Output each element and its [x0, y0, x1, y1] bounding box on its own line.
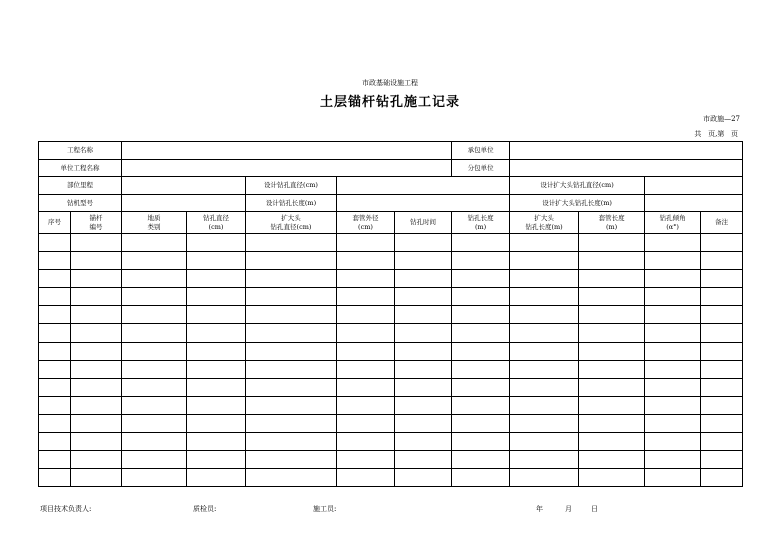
- table-cell[interactable]: [246, 414, 337, 432]
- table-cell[interactable]: [122, 414, 187, 432]
- table-cell[interactable]: [645, 234, 701, 252]
- column-header-row: [39, 212, 743, 234]
- table-row: [39, 270, 743, 288]
- table-cell[interactable]: [187, 324, 246, 342]
- column-header: [122, 212, 187, 234]
- table-cell[interactable]: [510, 324, 579, 342]
- table-cell[interactable]: [452, 360, 510, 378]
- table-cell[interactable]: [579, 342, 645, 360]
- table-cell[interactable]: [645, 306, 701, 324]
- table-cell[interactable]: [395, 451, 452, 469]
- column-header: [579, 212, 645, 234]
- table-row: [39, 252, 743, 270]
- table-row: [39, 234, 743, 252]
- page-title: 土层锚杆钻孔施工记录: [319, 95, 460, 110]
- table-cell[interactable]: [246, 360, 337, 378]
- table-cell[interactable]: [71, 342, 122, 360]
- table-cell[interactable]: [579, 360, 645, 378]
- table-cell[interactable]: [246, 234, 337, 252]
- date-month-label: 月: [565, 505, 572, 513]
- table-cell[interactable]: [645, 396, 701, 414]
- table-cell[interactable]: [645, 324, 701, 342]
- worker-signature-label: 施工员:: [313, 505, 337, 513]
- table-cell[interactable]: [39, 342, 71, 360]
- column-header: [337, 212, 395, 234]
- table-row: [39, 414, 743, 432]
- table-cell[interactable]: [246, 451, 337, 469]
- table-cell[interactable]: [187, 342, 246, 360]
- table-cell[interactable]: [395, 469, 452, 487]
- table-cell[interactable]: [337, 360, 395, 378]
- table-cell[interactable]: [579, 234, 645, 252]
- table-cell[interactable]: [337, 451, 395, 469]
- column-header-text: 备注: [715, 218, 729, 227]
- column-header-text: 钻孔长度(m): [525, 222, 563, 231]
- table-cell[interactable]: [187, 360, 246, 378]
- column-header: [395, 212, 452, 234]
- table-cell[interactable]: [510, 270, 579, 288]
- column-header: [71, 212, 122, 234]
- table-cell[interactable]: [645, 288, 701, 306]
- table-cell[interactable]: [701, 270, 743, 288]
- table-cell[interactable]: [122, 360, 187, 378]
- subcontractor-value[interactable]: [510, 159, 743, 177]
- date-year-label: 年: [536, 505, 543, 513]
- table-row: [39, 306, 743, 324]
- table-cell[interactable]: [71, 451, 122, 469]
- table-cell[interactable]: [246, 252, 337, 270]
- table-cell[interactable]: [246, 270, 337, 288]
- table-cell[interactable]: [246, 396, 337, 414]
- column-header: [701, 212, 743, 234]
- design-expand-length-label: 设计扩大头钻孔长度(m): [510, 194, 645, 212]
- table-cell[interactable]: [122, 270, 187, 288]
- table-row: [39, 342, 743, 360]
- table-cell[interactable]: [246, 324, 337, 342]
- table-row: [39, 469, 743, 487]
- table-row: [39, 451, 743, 469]
- table-cell[interactable]: [579, 433, 645, 451]
- table-row: [39, 360, 743, 378]
- table-cell[interactable]: [39, 360, 71, 378]
- table-cell[interactable]: [395, 378, 452, 396]
- unit-project-label: 单位工程名称: [39, 159, 122, 177]
- rig-model-label: 钻机型号: [39, 194, 122, 212]
- table-cell[interactable]: [122, 342, 187, 360]
- design-length-label: 设计钻孔长度(m): [246, 194, 337, 212]
- table-cell[interactable]: [71, 234, 122, 252]
- column-header-text: 钻孔直径: [203, 214, 229, 223]
- table-cell[interactable]: [122, 234, 187, 252]
- table-cell[interactable]: [337, 396, 395, 414]
- table-cell[interactable]: [395, 396, 452, 414]
- info-row-location: [39, 177, 743, 195]
- table-cell[interactable]: [579, 414, 645, 432]
- table-cell[interactable]: [71, 324, 122, 342]
- design-expand-diameter-label: 设计扩大头钻孔直径(cm): [510, 177, 645, 195]
- table-row: [39, 396, 743, 414]
- design-expand-diameter-value[interactable]: [645, 177, 743, 195]
- table-cell[interactable]: [246, 306, 337, 324]
- info-row-unit: [39, 159, 743, 177]
- table-cell[interactable]: [452, 234, 510, 252]
- table-cell[interactable]: [510, 414, 579, 432]
- table-cell[interactable]: [452, 324, 510, 342]
- table-cell[interactable]: [701, 324, 743, 342]
- table-cell[interactable]: [337, 469, 395, 487]
- table-cell[interactable]: [337, 378, 395, 396]
- column-header: [645, 212, 701, 234]
- table-cell[interactable]: [187, 414, 246, 432]
- page-count: 共 页,第 页: [694, 130, 738, 138]
- table-cell[interactable]: [246, 342, 337, 360]
- table-cell[interactable]: [579, 396, 645, 414]
- table-cell[interactable]: [337, 234, 395, 252]
- table-cell[interactable]: [337, 252, 395, 270]
- table-cell[interactable]: [71, 288, 122, 306]
- table-cell[interactable]: [39, 252, 71, 270]
- table-cell[interactable]: [701, 396, 743, 414]
- table-cell[interactable]: [337, 270, 395, 288]
- info-row-project: [39, 142, 743, 160]
- table-cell[interactable]: [701, 451, 743, 469]
- table-cell[interactable]: [71, 378, 122, 396]
- table-cell[interactable]: [337, 306, 395, 324]
- column-header-text: 类别: [147, 222, 161, 231]
- table-cell[interactable]: [122, 378, 187, 396]
- table-cell[interactable]: [39, 324, 71, 342]
- table-cell[interactable]: [510, 396, 579, 414]
- table-row: [39, 324, 743, 342]
- table-row: [39, 378, 743, 396]
- table-cell[interactable]: [452, 306, 510, 324]
- table-cell[interactable]: [510, 342, 579, 360]
- design-diameter-label: 设计钻孔直径(cm): [246, 177, 337, 195]
- table-cell[interactable]: [39, 469, 71, 487]
- table-cell[interactable]: [122, 288, 187, 306]
- table-cell[interactable]: [395, 433, 452, 451]
- column-header-text: 扩大头: [281, 214, 301, 223]
- location-value[interactable]: [122, 177, 246, 195]
- table-cell[interactable]: [579, 252, 645, 270]
- column-header-text: 地质: [147, 214, 161, 223]
- project-name-value[interactable]: [122, 142, 452, 160]
- table-cell[interactable]: [395, 360, 452, 378]
- table-cell[interactable]: [701, 342, 743, 360]
- table-cell[interactable]: [510, 469, 579, 487]
- table-cell[interactable]: [39, 451, 71, 469]
- table-cell[interactable]: [395, 324, 452, 342]
- table-row: [39, 433, 743, 451]
- table-cell[interactable]: [452, 396, 510, 414]
- form-code: 市政施—27: [703, 115, 740, 123]
- table-cell[interactable]: [510, 433, 579, 451]
- info-row-rig: [39, 194, 743, 212]
- column-header-text: 序号: [48, 218, 61, 227]
- table-cell[interactable]: [187, 433, 246, 451]
- table-cell[interactable]: [579, 270, 645, 288]
- table-cell[interactable]: [701, 234, 743, 252]
- table-cell[interactable]: [39, 378, 71, 396]
- table-cell[interactable]: [701, 360, 743, 378]
- table-cell[interactable]: [510, 234, 579, 252]
- table-cell[interactable]: [452, 451, 510, 469]
- table-cell[interactable]: [510, 252, 579, 270]
- table-cell[interactable]: [579, 469, 645, 487]
- form-subtitle: 市政基础设施工程: [362, 79, 418, 87]
- table-cell[interactable]: [187, 270, 246, 288]
- table-cell[interactable]: [122, 396, 187, 414]
- table-cell[interactable]: [71, 469, 122, 487]
- subcontractor-label: 分包单位: [452, 159, 510, 177]
- table-cell[interactable]: [579, 324, 645, 342]
- table-cell[interactable]: [395, 288, 452, 306]
- table-cell[interactable]: [452, 469, 510, 487]
- table-cell[interactable]: [701, 306, 743, 324]
- table-cell[interactable]: [71, 270, 122, 288]
- table-cell[interactable]: [122, 469, 187, 487]
- design-diameter-value[interactable]: [337, 177, 510, 195]
- table-cell[interactable]: [510, 306, 579, 324]
- table-cell[interactable]: [701, 252, 743, 270]
- table-cell[interactable]: [701, 469, 743, 487]
- unit-project-value[interactable]: [122, 159, 452, 177]
- column-header-text: 套管外径: [352, 214, 379, 223]
- column-header: [187, 212, 246, 234]
- table-cell[interactable]: [39, 270, 71, 288]
- table-cell[interactable]: [452, 378, 510, 396]
- table-cell[interactable]: [246, 288, 337, 306]
- table-cell[interactable]: [510, 288, 579, 306]
- column-header-text: 钻孔时间: [410, 218, 437, 227]
- table-cell[interactable]: [246, 469, 337, 487]
- inspector-signature-label: 质检员:: [193, 505, 217, 513]
- table-cell[interactable]: [645, 378, 701, 396]
- table-cell[interactable]: [645, 360, 701, 378]
- table-cell[interactable]: [395, 234, 452, 252]
- table-cell[interactable]: [701, 414, 743, 432]
- table-cell[interactable]: [337, 288, 395, 306]
- column-header-text: (m): [605, 222, 618, 231]
- column-header: [39, 212, 71, 234]
- column-header-text: 钻孔长度: [467, 214, 494, 223]
- table-cell[interactable]: [187, 378, 246, 396]
- table-cell[interactable]: [645, 252, 701, 270]
- rig-model-value[interactable]: [122, 194, 246, 212]
- table-cell[interactable]: [71, 414, 122, 432]
- table-cell[interactable]: [337, 433, 395, 451]
- table-cell[interactable]: [452, 433, 510, 451]
- table-cell[interactable]: [452, 288, 510, 306]
- table-cell[interactable]: [71, 306, 122, 324]
- column-header-text: 套管长度: [598, 214, 625, 223]
- table-cell[interactable]: [510, 378, 579, 396]
- table-cell[interactable]: [452, 414, 510, 432]
- table-cell[interactable]: [337, 414, 395, 432]
- table-cell[interactable]: [645, 342, 701, 360]
- column-header-text: (α°): [666, 222, 679, 231]
- contractor-label: 承包单位: [452, 142, 510, 160]
- table-cell[interactable]: [645, 451, 701, 469]
- table-cell[interactable]: [187, 306, 246, 324]
- column-header: [246, 212, 337, 234]
- table-cell[interactable]: [395, 306, 452, 324]
- table-cell[interactable]: [39, 414, 71, 432]
- column-header-text: 扩大头: [534, 214, 554, 223]
- column-header: [510, 212, 579, 234]
- column-header-text: (m): [474, 222, 487, 231]
- date-day-label: 日: [591, 505, 598, 513]
- table-cell[interactable]: [701, 433, 743, 451]
- location-label: 部位里程: [39, 177, 122, 195]
- table-cell[interactable]: [510, 451, 579, 469]
- table-cell[interactable]: [452, 270, 510, 288]
- table-cell[interactable]: [579, 378, 645, 396]
- table-cell[interactable]: [701, 288, 743, 306]
- table-cell[interactable]: [187, 469, 246, 487]
- design-length-value[interactable]: [337, 194, 510, 212]
- table-row: [39, 288, 743, 306]
- column-header-text: 锚杆: [89, 214, 103, 223]
- table-cell[interactable]: [510, 360, 579, 378]
- table-cell[interactable]: [645, 433, 701, 451]
- table-cell[interactable]: [122, 324, 187, 342]
- table-cell[interactable]: [39, 234, 71, 252]
- table-cell[interactable]: [395, 252, 452, 270]
- table-cell[interactable]: [187, 234, 246, 252]
- table-cell[interactable]: [122, 306, 187, 324]
- column-header-text: (cm): [208, 222, 224, 231]
- table-cell[interactable]: [122, 451, 187, 469]
- table-cell[interactable]: [39, 433, 71, 451]
- design-expand-length-value[interactable]: [645, 194, 743, 212]
- table-cell[interactable]: [701, 378, 743, 396]
- table-cell[interactable]: [187, 451, 246, 469]
- table-cell[interactable]: [337, 342, 395, 360]
- table-cell[interactable]: [71, 433, 122, 451]
- contractor-value[interactable]: [510, 142, 743, 160]
- table-cell[interactable]: [39, 306, 71, 324]
- table-cell[interactable]: [452, 252, 510, 270]
- column-header: [452, 212, 510, 234]
- table-cell[interactable]: [579, 288, 645, 306]
- column-header-text: 编号: [89, 222, 103, 231]
- record-table: [38, 141, 743, 487]
- table-cell[interactable]: [645, 469, 701, 487]
- column-header-text: 钻孔直径(cm): [270, 222, 312, 231]
- table-cell[interactable]: [337, 324, 395, 342]
- table-cell[interactable]: [39, 396, 71, 414]
- table-cell[interactable]: [71, 396, 122, 414]
- table-cell[interactable]: [246, 378, 337, 396]
- table-cell[interactable]: [39, 288, 71, 306]
- table-cell[interactable]: [122, 433, 187, 451]
- table-cell[interactable]: [71, 360, 122, 378]
- table-cell[interactable]: [645, 414, 701, 432]
- tech-lead-signature-label: 项目技术负责人:: [40, 505, 92, 513]
- table-cell[interactable]: [246, 433, 337, 451]
- table-cell[interactable]: [395, 342, 452, 360]
- data-rows: [39, 234, 743, 487]
- table-cell[interactable]: [452, 342, 510, 360]
- column-header-text: 钻孔倾角: [659, 214, 686, 223]
- table-cell[interactable]: [395, 414, 452, 432]
- column-header-text: (cm): [358, 222, 373, 231]
- table-cell[interactable]: [645, 270, 701, 288]
- table-cell[interactable]: [579, 306, 645, 324]
- table-cell[interactable]: [71, 252, 122, 270]
- table-cell[interactable]: [395, 270, 452, 288]
- table-cell[interactable]: [579, 451, 645, 469]
- table-cell[interactable]: [187, 252, 246, 270]
- table-cell[interactable]: [187, 396, 246, 414]
- table-cell[interactable]: [187, 288, 246, 306]
- table-cell[interactable]: [122, 252, 187, 270]
- project-name-label: 工程名称: [39, 142, 122, 160]
